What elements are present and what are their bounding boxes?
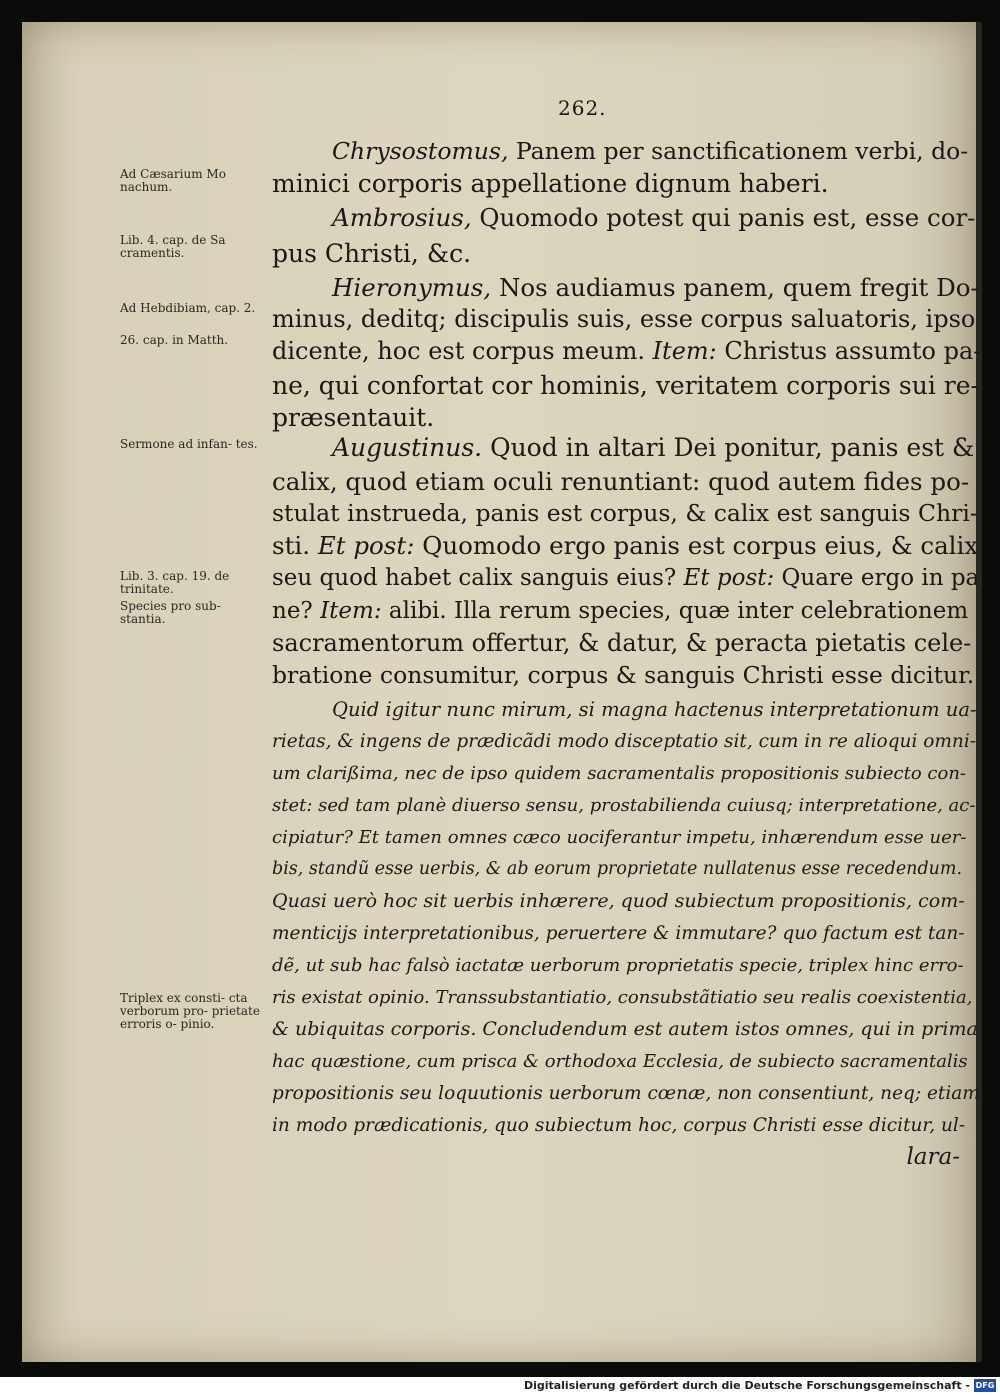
- text-line: Quid igitur nunc mirum, si magna hactenus interpretationum ua-: [332, 698, 977, 721]
- text-line: pus Christi, &c.: [272, 239, 472, 268]
- text-line: ne? Item: alibi. Illa rerum species, quæ inter celebrationem: [272, 598, 969, 624]
- margin-note: Lib. 3. cap. 19. de trinitate.: [120, 569, 230, 596]
- text-line: hac quæstione, cum prisca & orthodoxa Ecclesia, de subiecto sacramentalis: [272, 1051, 968, 1072]
- text-line: um clarißima, nec de ipso quidem sacramentalis propositionis subiecto con-: [272, 763, 967, 784]
- text-line: stet: sed tam planè diuerso sensu, prostabilienda cuiusq; interpretatione, ac-: [272, 795, 976, 816]
- text-line: Augustinus. Quod in altari Dei ponitur, panis est &: [332, 433, 975, 462]
- text-line: minus, deditq; discipulis suis, esse corpus saluatoris, ipso: [272, 305, 976, 333]
- text-line: rietas, & ingens de prædicãdi modo disceptatio sit, cum in re alioqui omni-: [272, 731, 977, 752]
- text-line: bratione consumitur, corpus & sanguis Christi esse dicitur.: [272, 661, 975, 689]
- text-line: propositionis seu loquutionis uerborum cœnæ, non consentiunt, neq; etiam: [272, 1083, 980, 1104]
- text-line: ne, qui confortat cor hominis, veritatem corporis sui re-: [272, 371, 979, 400]
- author-name: Hieronymus,: [332, 273, 492, 302]
- text-line: Chrysostomus, Panem per sanctificationem verbi, do-: [332, 137, 969, 165]
- text-line: Hieronymus, Nos audiamus panem, quem fregit Do-: [332, 273, 979, 302]
- digitization-footer: [0, 1377, 1000, 1395]
- text-line: sacramentorum offertur, & datur, & peracta pietatis cele-: [272, 629, 972, 657]
- author-name: Chrysostomus,: [332, 137, 509, 165]
- margin-note: Ad Hebdibiam, cap. 2.: [120, 301, 256, 315]
- text-line: calix, quod etiam oculi renuntiant: quod autem fides po-: [272, 467, 970, 496]
- margin-note: Lib. 4. cap. de Sa cramentis.: [120, 233, 226, 260]
- text-line: dẽ, ut sub hac falsò iactatæ uerborum proprietatis specie, triplex hinc erro-: [272, 955, 964, 976]
- text-line: seu quod habet calix sanguis eius? Et post: Quare ergo in pa: [272, 565, 980, 591]
- text-line: ris existat opinio. Transsubstantiatio, consubstãtiatio seu realis coexistentia,: [272, 987, 973, 1008]
- text-line: dicente, hoc est corpus meum. Item: Christus assumto pa-: [272, 337, 982, 365]
- margin-note: Ad Cæsarium Mo nachum.: [120, 167, 226, 194]
- footer-credit: Digitalisierung gefördert durch die Deutsche Forschungsgemeinschaft -: [523, 1379, 970, 1392]
- margin-note: 26. cap. in Matth.: [120, 333, 229, 347]
- text-line: bis, standũ esse uerbis, & ab eorum proprietate nullatenus esse recedendum.: [272, 859, 963, 879]
- page-number: 262.: [558, 96, 607, 120]
- margin-note: Sermone ad infan- tes.: [120, 437, 258, 451]
- text-line: cipiatur? Et tamen omnes cæco uociferantur impetu, inhærendum esse uer-: [272, 827, 967, 848]
- text-line: stulat instrueda, panis est corpus, & calix est sanguis Chri-: [272, 499, 978, 527]
- text-line: & ubiquitas corporis. Concludendum est autem istos omnes, qui in prima: [272, 1018, 978, 1040]
- text-line: Ambrosius, Quomodo potest qui panis est, esse cor-: [332, 203, 976, 232]
- catchword: lara-: [906, 1144, 960, 1170]
- margin-note: Triplex ex consti- cta verborum pro- prietate erroris o- pinio.: [120, 991, 260, 1031]
- text-line: menticijs interpretationibus, peruertere & immutare? quo factum est tan-: [272, 923, 965, 944]
- margin-note: Species pro sub- stantia.: [120, 599, 221, 626]
- text-line: minici corporis appellatione dignum haberi.: [272, 169, 829, 198]
- author-name: Augustinus.: [332, 433, 483, 462]
- text-line: sti. Et post: Quomodo ergo panis est corpus eius, & calix: [272, 531, 979, 560]
- text-line: Quasi uerò hoc sit uerbis inhærere, quod subiectum propositionis, com-: [272, 890, 965, 912]
- author-name: Ambrosius,: [332, 203, 472, 232]
- dfg-logo-icon: DFG: [975, 1381, 995, 1390]
- text-line: præsentauit.: [272, 403, 435, 432]
- text-line: in modo prædicationis, quo subiectum hoc, corpus Christi esse dicitur, ul-: [272, 1115, 966, 1136]
